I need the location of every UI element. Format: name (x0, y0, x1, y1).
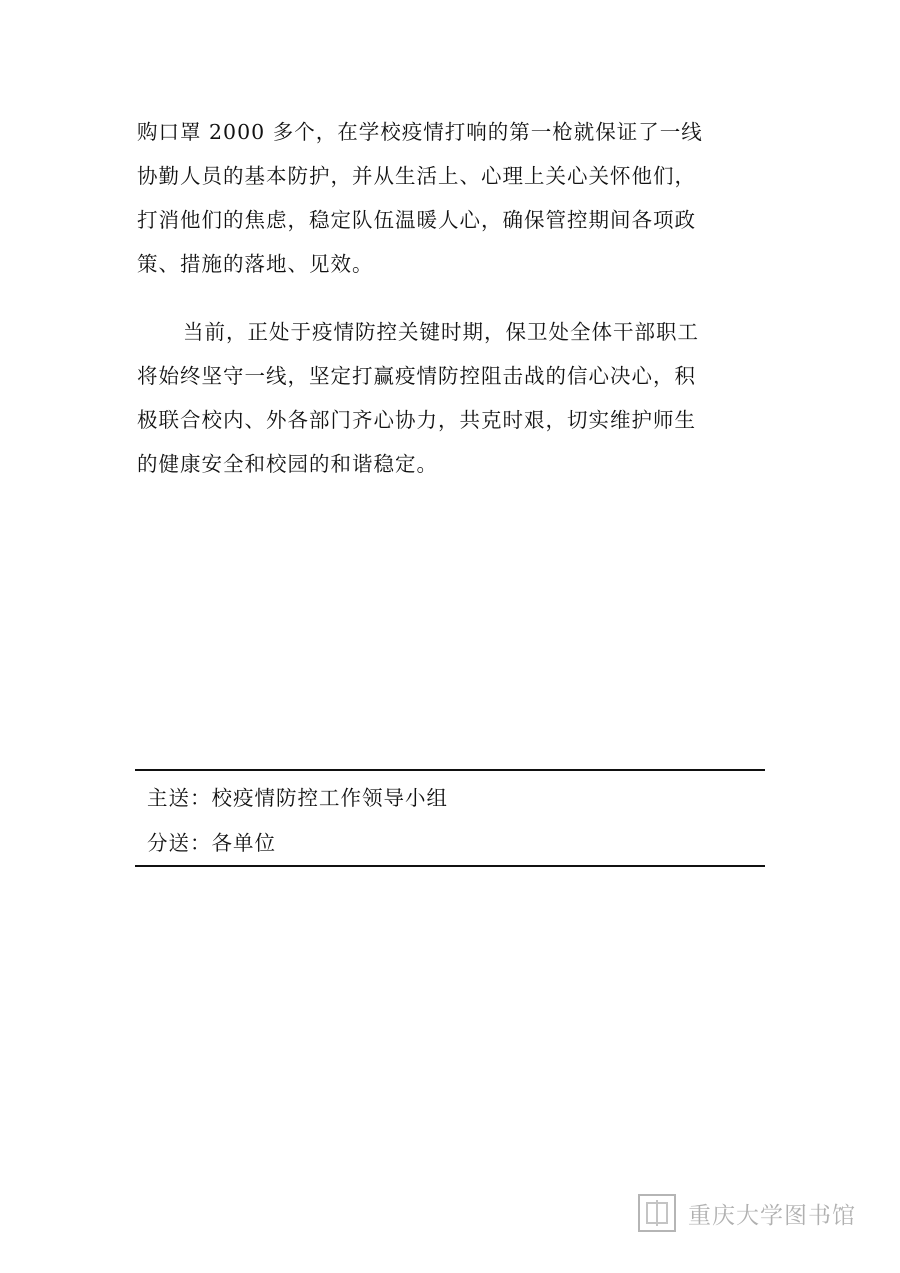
distribution-bottom-rule (135, 865, 765, 867)
distribution-top-rule (135, 769, 765, 771)
text-line: 打消他们的焦虑，稳定队伍温暖人心，确保管控期间各项政 (137, 208, 696, 232)
text-line: 当前，正处于疫情防控关键时期，保卫处全体干部职工 (183, 320, 699, 344)
text-line: 的健康安全和校园的和谐稳定。 (137, 452, 438, 476)
body-paragraph-current-period (137, 310, 767, 486)
watermark-text: 重庆大学图书馆 (688, 1202, 856, 1229)
text-line: 购口罩 2000 多个，在学校疫情打响的第一枪就保证了一线 (137, 120, 703, 144)
copy-recipient: 分送：各单位 (147, 831, 276, 855)
main-recipient: 主送：校疫情防控工作领导小组 (147, 786, 448, 810)
text-line: 策、措施的落地、见效。 (137, 252, 374, 276)
body-paragraph-continued (137, 110, 767, 286)
text-line: 极联合校内、外各部门齐心协力，共克时艰，切实维护师生 (137, 408, 696, 432)
library-seal-icon (638, 1194, 676, 1232)
text-line: 将始终坚守一线，坚定打赢疫情防控阻击战的信心决心，积 (137, 364, 696, 388)
text-line: 协勤人员的基本防护，并从生活上、心理上关心关怀他们， (137, 164, 696, 188)
library-watermark (638, 1190, 856, 1236)
